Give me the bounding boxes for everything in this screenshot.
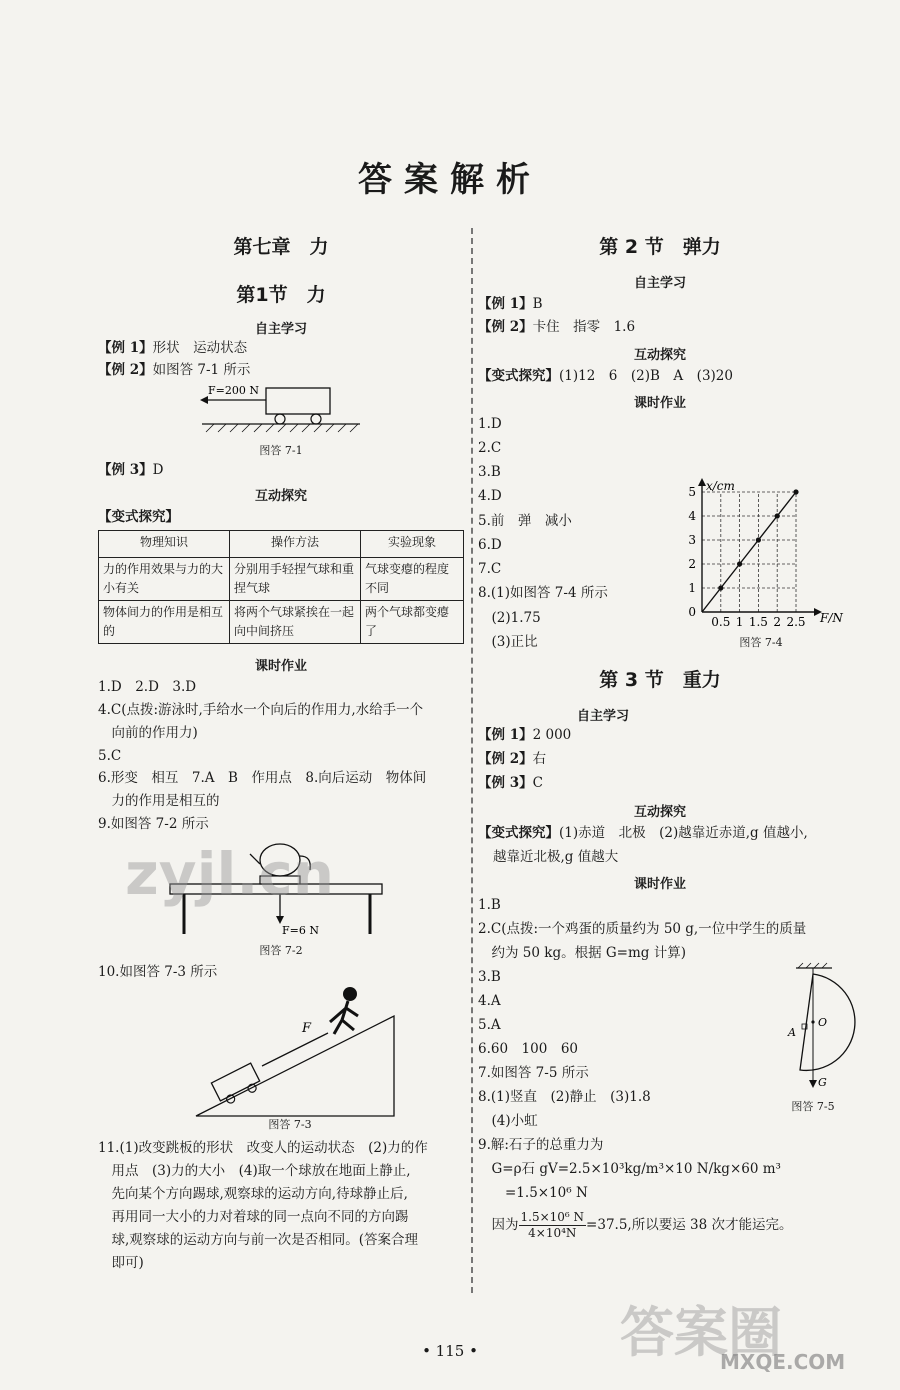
answer-line: 6.D: [478, 537, 502, 553]
cart-wheel-right: [311, 414, 321, 424]
label-g: G: [818, 1076, 827, 1089]
table-cell: 力的作用效果与力的大小有关: [99, 558, 230, 601]
table-row: [99, 558, 464, 601]
x-tick-label: 1.5: [748, 615, 768, 629]
semicircle-plate: [800, 974, 855, 1070]
section-2-heading: 第 2 节 弹力: [599, 236, 721, 258]
x-tick-label: 2.5: [786, 615, 806, 629]
answer-line: 5.前 弹 减小: [478, 513, 572, 529]
subheading-homework: 课时作业: [633, 877, 686, 892]
answer-line: 1.D 2.D 3.D: [98, 679, 197, 695]
y-axis-label: x/cm: [706, 479, 735, 493]
experiment-table: [98, 530, 464, 644]
arrow-head: [200, 396, 208, 404]
table-cell: 物体间力的作用是相互的: [99, 601, 230, 644]
incline: [196, 1016, 394, 1116]
y-axis-arrow: [698, 478, 706, 486]
x-tick-label: 2: [773, 615, 782, 629]
answer-line-11: 先向某个方向踢球,观察球的运动方向,待球静止后,: [98, 1186, 408, 1202]
answer-line: 6.60 100 60: [478, 1041, 579, 1057]
cart: [211, 1063, 262, 1107]
x-axis-label: F/N: [820, 611, 843, 625]
subheading-self-study: 自主学习: [254, 322, 307, 337]
answer-line: 6.形变 相互 7.A B 作用点 8.向后运动 物体间: [98, 770, 427, 786]
x-tick-label: 1: [735, 615, 744, 629]
series-line: [702, 492, 796, 612]
answer-line-11: 再用同一大小的力对着球的同一点向不同的方向踢: [98, 1209, 409, 1225]
answer-line: 约为 50 kg。根据 G=mg 计算): [478, 945, 686, 961]
answer-line-11: 用点 (3)力的大小 (4)取一个球放在地面上静止,: [98, 1163, 411, 1179]
answer-line: =1.5×10⁶ N: [478, 1185, 588, 1201]
section-heading: 第1节 力: [236, 284, 326, 306]
figure-7-4-caption: 图答 7-4: [739, 636, 783, 649]
answer-line: (3)正比: [478, 634, 538, 650]
figure-7-4-chart: [676, 474, 848, 642]
y-tick-label: 4: [688, 509, 696, 523]
chapter-heading: 第七章 力: [233, 236, 329, 258]
ground-hatching: [206, 424, 358, 432]
example-2: 【例 2】右: [478, 751, 547, 767]
table-cell: 分别用手轻捏气球和重捏气球: [230, 558, 361, 601]
table-cell: 将两个气球紧挨在一起向中间挤压: [230, 601, 361, 644]
table-header-cell: 实验现象: [361, 531, 464, 558]
example-1: 【例 1】B: [478, 296, 543, 312]
page-number: • 115 •: [422, 1342, 478, 1360]
force-label: F=200 N: [208, 384, 259, 397]
example-3: 【例 3】C: [478, 775, 543, 791]
figure-7-5-diagram: [780, 962, 860, 1096]
subheading-self-study: 自主学习: [576, 709, 629, 724]
answer-line: G=ρ石 gV=2.5×10³kg/m³×10 N/kg×60 m³: [478, 1161, 781, 1177]
answer-line-11: 即可): [98, 1255, 144, 1271]
y-tick-label: 3: [688, 533, 696, 547]
answer-line-11: 球,观察球的运动方向与前一次是否相同。(答案合理: [98, 1232, 419, 1248]
example-2: 【例 2】如图答 7-1 所示: [98, 362, 251, 378]
column-divider: [471, 228, 473, 1293]
example-3: 【例 3】D: [98, 462, 164, 478]
subheading-homework: 课时作业: [254, 659, 307, 674]
subheading-interactive: 互动探究: [633, 348, 686, 363]
figure-7-3-caption: 图答 7-3: [268, 1118, 312, 1131]
table-header-row: [99, 531, 464, 558]
figure-7-2-caption: 图答 7-2: [259, 944, 303, 957]
figure-7-5-caption: 图答 7-5: [791, 1100, 835, 1113]
calculation-line: 因为 $\frac{\text{1.5×10⁶ N}}{\text{4×10⁴N}}$ =37.5,所以要运 38 次才能运完。: [478, 1210, 793, 1240]
example-2: 【例 2】卡住 指零 1.6: [478, 319, 636, 335]
answer-line: 3.B: [478, 969, 501, 985]
variant-answer-cont: 越靠近北极,g 值越大: [493, 849, 619, 865]
figure-7-1-caption: 图答 7-1: [259, 444, 303, 457]
data-point: [793, 489, 798, 494]
y-tick-label: 2: [688, 557, 696, 571]
cart-body: [266, 388, 330, 414]
ceiling-hatching: [798, 963, 827, 968]
answer-line: 9.解:石子的总重力为: [478, 1137, 604, 1153]
y-tick-label: 5: [688, 485, 696, 499]
table-header-cell: 操作方法: [230, 531, 361, 558]
table-cell: 两个气球都变瘪了: [361, 601, 464, 644]
data-series: [702, 489, 799, 612]
answer-line-11: 11.(1)改变跳板的形状 改变人的运动状态 (2)力的作: [98, 1140, 428, 1156]
table-header-cell: 物理知识: [99, 531, 230, 558]
x-tick-label: 0.5: [711, 615, 731, 629]
table-row: [99, 601, 464, 644]
variant-answer: 【变式探究】(1)赤道 北极 (2)越靠近赤道,g 值越小,: [478, 825, 808, 841]
y-tick-label: 1: [688, 581, 696, 595]
figure-7-1-diagram: [196, 380, 366, 438]
arrow-head: [809, 1080, 817, 1088]
answer-line: 4.D: [478, 488, 502, 504]
force-label: F: [302, 1021, 312, 1036]
watermark-daanquan: 答案圈: [620, 1301, 782, 1364]
variant-label: 【变式探究】: [98, 509, 179, 525]
table-cell: 气球变瘪的程度不同: [361, 558, 464, 601]
example-1: 【例 1】形状 运动状态: [98, 340, 248, 356]
answer-line: 4.A: [478, 993, 501, 1009]
answer-line: 2.C: [478, 440, 502, 456]
fraction: $\frac{\text{1.5×10⁶ N}}{\text{4×10⁴N}}$: [520, 1210, 585, 1240]
person-body: [330, 1001, 358, 1034]
answer-line: (2)1.75: [478, 610, 541, 626]
answer-line: 2.C(点拨:一个鸡蛋的质量约为 50 g,一位中学生的质量: [478, 921, 807, 937]
subheading-self-study: 自主学习: [633, 276, 686, 291]
y-tick-label: 0: [688, 605, 696, 619]
answer-line: 7.如图答 7-5 所示: [478, 1065, 589, 1081]
force-label: F=6 N: [282, 924, 319, 937]
label-a: A: [788, 1026, 796, 1039]
subheading-interactive: 互动探究: [254, 489, 307, 504]
answer-line: 8.(1)如图答 7-4 所示: [478, 585, 608, 601]
label-o: O: [818, 1016, 828, 1029]
data-point: [775, 513, 780, 518]
subheading-interactive: 互动探究: [633, 805, 686, 820]
answer-line: (4)小虹: [478, 1113, 538, 1129]
answer-line: 3.B: [478, 464, 501, 480]
answer-line: 8.(1)竖直 (2)静止 (3)1.8: [478, 1089, 651, 1105]
answer-line: 力的作用是相互的: [98, 793, 220, 809]
answer-line: 5.A: [478, 1017, 501, 1033]
answer-line: 9.如图答 7-2 所示: [98, 816, 209, 832]
answer-line: 向前的作用力): [98, 725, 198, 741]
subheading-homework: 课时作业: [633, 396, 686, 411]
answer-line: 4.C(点拨:游泳时,手给水一个向后的作用力,水给手一个: [98, 702, 424, 718]
answer-line: 7.C: [478, 561, 502, 577]
data-point: [756, 537, 761, 542]
watermark-mxqe: MXQE.COM: [720, 1350, 846, 1374]
figure-7-3-diagram: [190, 982, 400, 1117]
watermark-zyjl: zyjl.cn: [125, 840, 335, 908]
answer-line: 5.C: [98, 748, 122, 764]
data-point: [718, 585, 723, 590]
document-title: 答案解析: [358, 160, 542, 200]
answer-line-10: 10.如图答 7-3 所示: [98, 964, 218, 980]
arrow-head: [276, 916, 284, 924]
rope: [262, 1033, 328, 1066]
example-1: 【例 1】2 000: [478, 727, 572, 743]
section-3-heading: 第 3 节 重力: [599, 669, 721, 691]
data-point: [737, 561, 742, 566]
variant-answer: 【变式探究】(1)12 6 (2)B A (3)20: [478, 368, 733, 384]
cart-wheel-left: [275, 414, 285, 424]
center-point: [811, 1020, 814, 1023]
person-head: [343, 987, 357, 1001]
answer-line: 1.D: [478, 416, 502, 432]
answer-line: 1.B: [478, 897, 501, 913]
